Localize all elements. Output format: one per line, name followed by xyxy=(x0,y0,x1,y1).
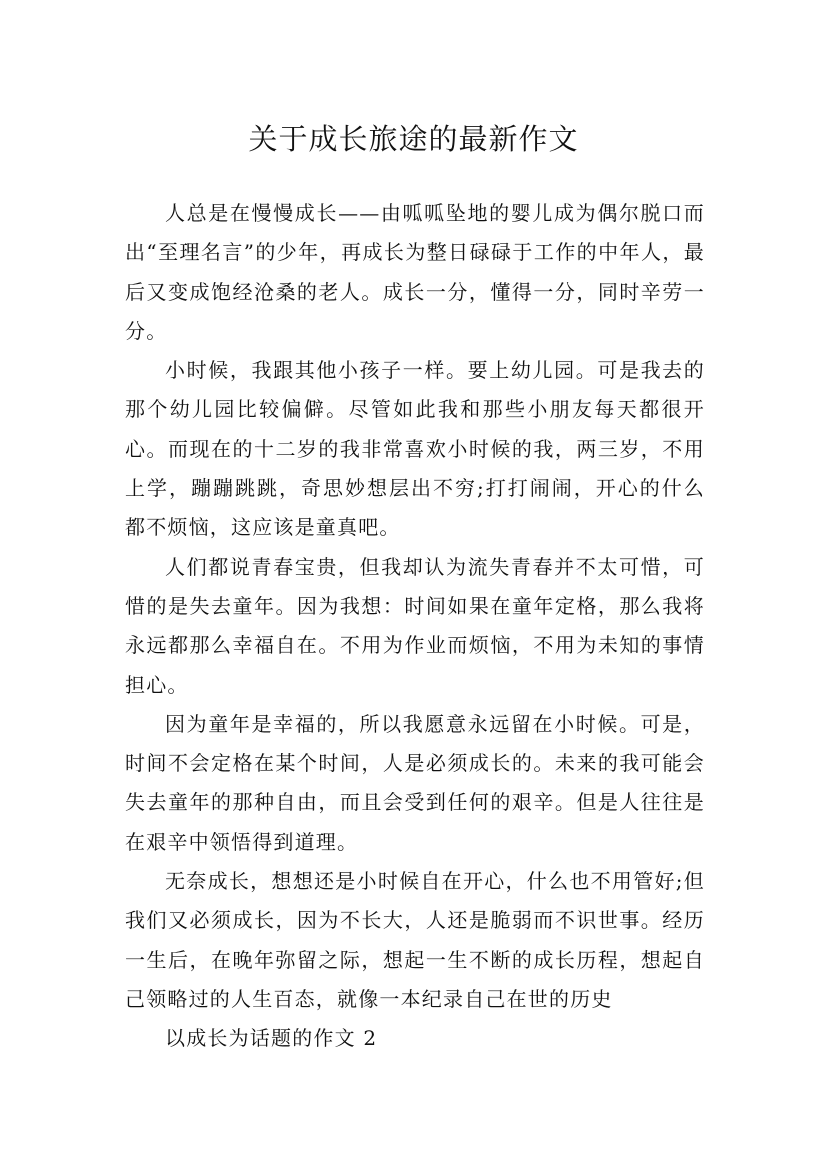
document-title: 关于成长旅途的最新作文 xyxy=(248,122,579,157)
paragraph: 小时候，我跟其他小孩子一样。要上幼儿园。可是我去的那个幼儿园比较偏僻。尽管如此我和那些小朋友每天都很开心。而现在的十二岁的我非常喜欢小时候的我，两三岁，不用上学，蹦蹦跳跳，奇思妙想层出不穷;打打闹闹，开心的什么都不烦恼，这应该是童真吧。 xyxy=(125,358,705,540)
paragraph-heading: 以成长为话题的作文 2 xyxy=(165,1026,378,1051)
paragraph: 无奈成长，想想还是小时候自在开心，什么也不用管好;但我们又必须成长，因为不长大，人还是脆弱而不识世事。经历一生后，在晚年弥留之际，想起一生不断的成长历程，想起自己领略过的人生百态，就像一本纪录自己在世的历史 xyxy=(125,869,705,1011)
paragraph: 人们都说青春宝贵，但我却认为流失青春并不太可惜，可惜的是失去童年。因为我想：时间如果在童年定格，那么我将永远都那么幸福自在。不用为作业而烦恼，不用为未知的事情担心。 xyxy=(125,554,705,697)
paragraph: 人总是在慢慢成长——由呱呱坠地的婴儿成为偶尔脱口而出“至理名言”的少年，再成长为整日碌碌于工作的中年人，最后又变成饱经沧桑的老人。成长一分，懂得一分，同时辛劳一分。 xyxy=(125,201,705,343)
document-body xyxy=(125,194,705,1059)
paragraph: 因为童年是幸福的，所以我愿意永远留在小时候。可是，时间不会定格在某个时间，人是必须成长的。未来的我可能会失去童年的那种自由，而且会受到任何的艰辛。但是人往往是在艰辛中领悟得到道理。 xyxy=(125,711,705,854)
